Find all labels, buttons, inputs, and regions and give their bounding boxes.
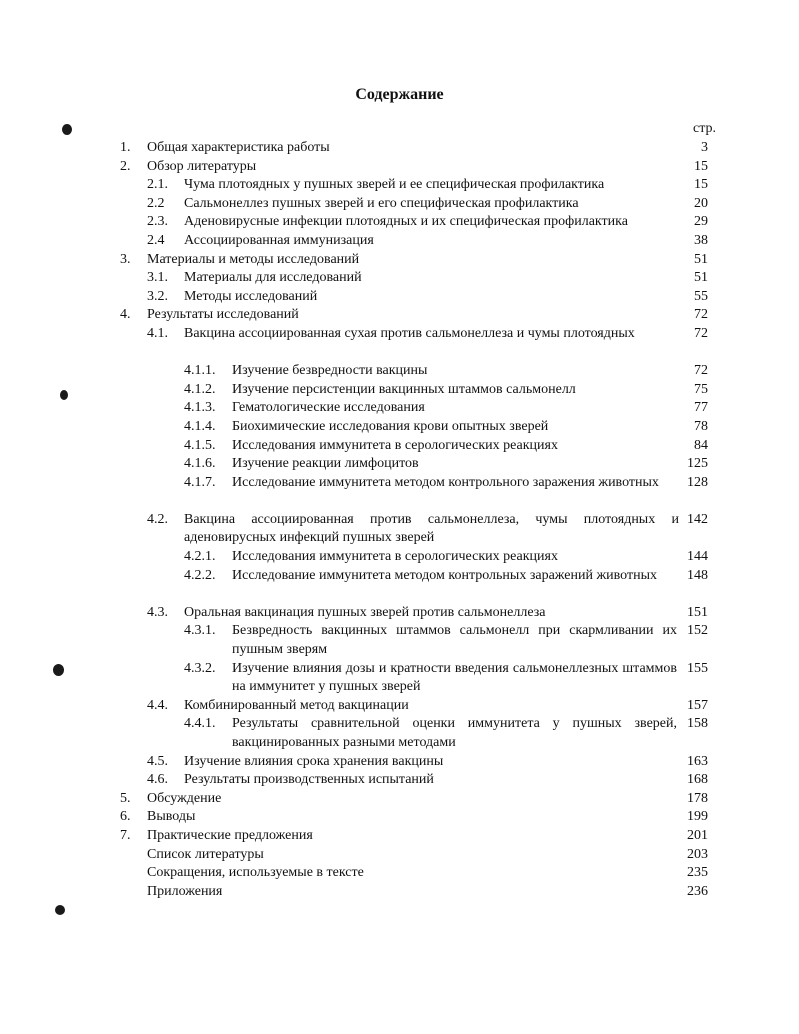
toc-entry-page: 144 [687, 549, 708, 565]
toc-entry-page: 72 [694, 307, 708, 323]
scan-blot [60, 390, 68, 400]
toc-entry [0, 269, 799, 288]
toc-entry-title: Изучение реакции лимфоцитов [232, 456, 419, 472]
toc-entry-number: 4.2.2. [184, 567, 216, 583]
toc-entry [0, 511, 799, 548]
toc-entry-title: Сальмонеллез пушных зверей и его специфическая профилактика [184, 195, 579, 211]
toc-entry-title: Биохимические исследования крови опытных зверей [232, 418, 549, 434]
toc-entry-title: Результаты исследований [147, 307, 299, 323]
toc-entry-page: 235 [687, 865, 708, 881]
toc-entry [0, 176, 799, 195]
toc-entry-number: 4.3. [147, 604, 168, 620]
toc-entry [0, 139, 799, 158]
toc-entry-title: Результаты производственных испытаний [184, 772, 434, 788]
toc-entry-page: 236 [687, 883, 708, 899]
toc-entry [0, 548, 799, 567]
toc-entry [0, 753, 799, 772]
toc-entry-page: 29 [694, 214, 708, 230]
toc-entry-number: 6. [120, 809, 131, 825]
toc-entry-page: 178 [687, 790, 708, 806]
toc-entry [0, 604, 799, 623]
toc-entry-title: Изучение безвредности вакцины [232, 363, 428, 379]
toc-entry [0, 232, 799, 251]
toc-entry-number: 4.1.5. [184, 437, 216, 453]
toc-entry-number: 4.1.6. [184, 456, 216, 472]
toc-entry-title: Материалы для исследований [184, 270, 362, 286]
toc-entry [0, 213, 799, 232]
toc-entry [0, 808, 799, 827]
toc-entry-page: 51 [694, 251, 708, 267]
toc-entry [0, 325, 799, 362]
toc-entry-number: 4.6. [147, 772, 168, 788]
toc-entry-page: 168 [687, 772, 708, 788]
toc-entry-page: 125 [687, 456, 708, 472]
toc-entry-number: 4.5. [147, 753, 168, 769]
toc-entry [0, 399, 799, 418]
toc-entry-page: 51 [694, 270, 708, 286]
toc-entry-page: 77 [694, 400, 708, 416]
toc-entry-page: 20 [694, 195, 708, 211]
scan-blot [53, 664, 64, 676]
toc-entry [0, 715, 799, 752]
toc-entry [0, 195, 799, 214]
toc-entry-title: Вакцина ассоциированная сухая против сальмонеллеза и чумы плотоядных [184, 325, 635, 341]
toc-entry-title: Список литературы [147, 846, 264, 862]
toc-entry-page: 15 [694, 177, 708, 193]
toc-entry-title: Ассоциированная иммунизация [184, 232, 374, 248]
toc-entry-page: 157 [687, 697, 708, 713]
toc-entry [0, 251, 799, 270]
toc-entry [0, 474, 799, 511]
table-of-contents [0, 139, 799, 901]
toc-entry [0, 660, 799, 697]
toc-entry-title: Комбинированный метод вакцинации [184, 697, 409, 713]
toc-entry-page: 78 [694, 418, 708, 434]
toc-entry-title: Чума плотоядных у пушных зверей и ее специфическая профилактика [184, 177, 605, 193]
page-column-label: стр. [692, 121, 716, 136]
toc-entry-number: 3. [120, 251, 131, 267]
scan-blot [62, 124, 72, 135]
toc-entry-number: 1. [120, 140, 131, 155]
toc-entry-number: 2.4 [147, 232, 165, 248]
toc-entry-page: 155 [687, 660, 708, 676]
toc-entry-number: 3.2. [147, 288, 168, 304]
toc-entry-number: 5. [120, 790, 131, 806]
toc-entry-page: 151 [687, 604, 708, 620]
toc-entry [0, 883, 799, 902]
toc-entry [0, 306, 799, 325]
toc-entry-page: 15 [694, 158, 708, 174]
toc-entry-page: 203 [687, 846, 708, 862]
toc-entry-title: Практические предложения [147, 827, 313, 843]
toc-entry-title: Обзор литературы [147, 158, 257, 174]
toc-entry [0, 622, 799, 659]
toc-entry-number: 2. [120, 158, 131, 174]
toc-entry-page: 152 [687, 623, 708, 639]
toc-entry-number: 4.1.2. [184, 381, 216, 397]
toc-entry-title: Методы исследований [184, 288, 318, 304]
toc-entry-title: Исследования иммунитета в серологических реакциях [232, 437, 558, 453]
toc-entry-title: Исследования иммунитета в серологических реакциях [232, 549, 558, 565]
toc-entry-page: 72 [694, 325, 708, 341]
toc-entry-number: 4.4.1. [184, 716, 216, 732]
toc-entry [0, 846, 799, 865]
toc-entry-page: 72 [694, 363, 708, 379]
toc-entry-title: Исследование иммунитета методом контрольного заражения животных [232, 474, 659, 490]
toc-entry-title: Безвредность вакцинных штаммов сальмонелл при скармливании их пушным зверям [232, 623, 677, 658]
toc-entry-title: Изучение персистенции вакцинных штаммов сальмонелл [232, 381, 576, 397]
toc-entry-title: Выводы [147, 809, 196, 825]
toc-entry [0, 455, 799, 474]
toc-entry [0, 864, 799, 883]
toc-entry-number: 2.3. [147, 214, 168, 230]
toc-entry-number: 7. [120, 827, 131, 843]
toc-entry [0, 381, 799, 400]
toc-entry-number: 4.2.1. [184, 549, 216, 565]
toc-entry-title: Обсуждение [147, 790, 222, 806]
toc-entry-title: Оральная вакцинация пушных зверей против сальмонеллеза [184, 604, 546, 620]
toc-entry-page: 3 [701, 140, 708, 155]
toc-entry-page: 142 [687, 511, 708, 527]
toc-entry [0, 790, 799, 809]
toc-entry-number: 4.1.4. [184, 418, 216, 434]
toc-entry-title: Исследование иммунитета методом контрольных заражений животных [232, 567, 657, 583]
page-title: Содержание [355, 86, 444, 103]
toc-entry-page: 55 [694, 288, 708, 304]
toc-entry [0, 288, 799, 307]
toc-entry-title: Изучение влияния дозы и кратности введения сальмонеллезных штаммов на иммунитет у пушных зверей [232, 660, 677, 695]
toc-entry-number: 2.2 [147, 195, 165, 211]
toc-entry-page: 75 [694, 381, 708, 397]
toc-entry-page: 201 [687, 827, 708, 843]
toc-entry-number: 4.1.1. [184, 363, 216, 379]
toc-entry-page: 199 [687, 809, 708, 825]
toc-entry-number: 3.1. [147, 270, 168, 286]
toc-entry-title: Аденовирусные инфекции плотоядных и их специфическая профилактика [184, 214, 628, 230]
toc-entry-title: Вакцина ассоциированная против сальмонеллеза, чумы плотоядных и аденовирусных инфекций пушных зверей [184, 511, 679, 546]
scan-blot [55, 905, 65, 915]
toc-entry-title: Сокращения, используемые в тексте [147, 865, 364, 881]
toc-entry-number: 4.1.3. [184, 400, 216, 416]
toc-entry-title: Общая характеристика работы [147, 140, 330, 155]
toc-entry [0, 771, 799, 790]
toc-entry [0, 437, 799, 456]
toc-entry-page: 38 [694, 232, 708, 248]
toc-entry-page: 158 [687, 716, 708, 732]
toc-entry [0, 697, 799, 716]
toc-entry [0, 827, 799, 846]
toc-entry-title: Приложения [147, 883, 223, 899]
toc-entry-title: Гематологические исследования [232, 400, 425, 416]
toc-entry-number: 2.1. [147, 177, 168, 193]
toc-entry-number: 4.2. [147, 511, 168, 527]
toc-entry-title: Результаты сравнительной оценки иммунитета у пушных зверей, вакцинированных разными методами [232, 716, 677, 750]
toc-entry-number: 4.3.1. [184, 623, 216, 639]
toc-entry-title: Изучение влияния срока хранения вакцины [184, 753, 444, 769]
toc-entry-page: 148 [687, 567, 708, 583]
toc-entry [0, 567, 799, 604]
toc-entry-page: 163 [687, 753, 708, 769]
toc-entry [0, 158, 799, 177]
toc-entry-number: 4.1. [147, 325, 168, 341]
toc-entry-number: 4.3.2. [184, 660, 216, 676]
toc-entry [0, 418, 799, 437]
toc-entry-title: Материалы и методы исследований [147, 251, 360, 267]
toc-entry-page: 84 [694, 437, 708, 453]
toc-entry [0, 362, 799, 381]
toc-entry-number: 4. [120, 307, 131, 323]
toc-entry-number: 4.1.7. [184, 474, 216, 490]
toc-entry-number: 4.4. [147, 697, 168, 713]
toc-entry-page: 128 [687, 474, 708, 490]
